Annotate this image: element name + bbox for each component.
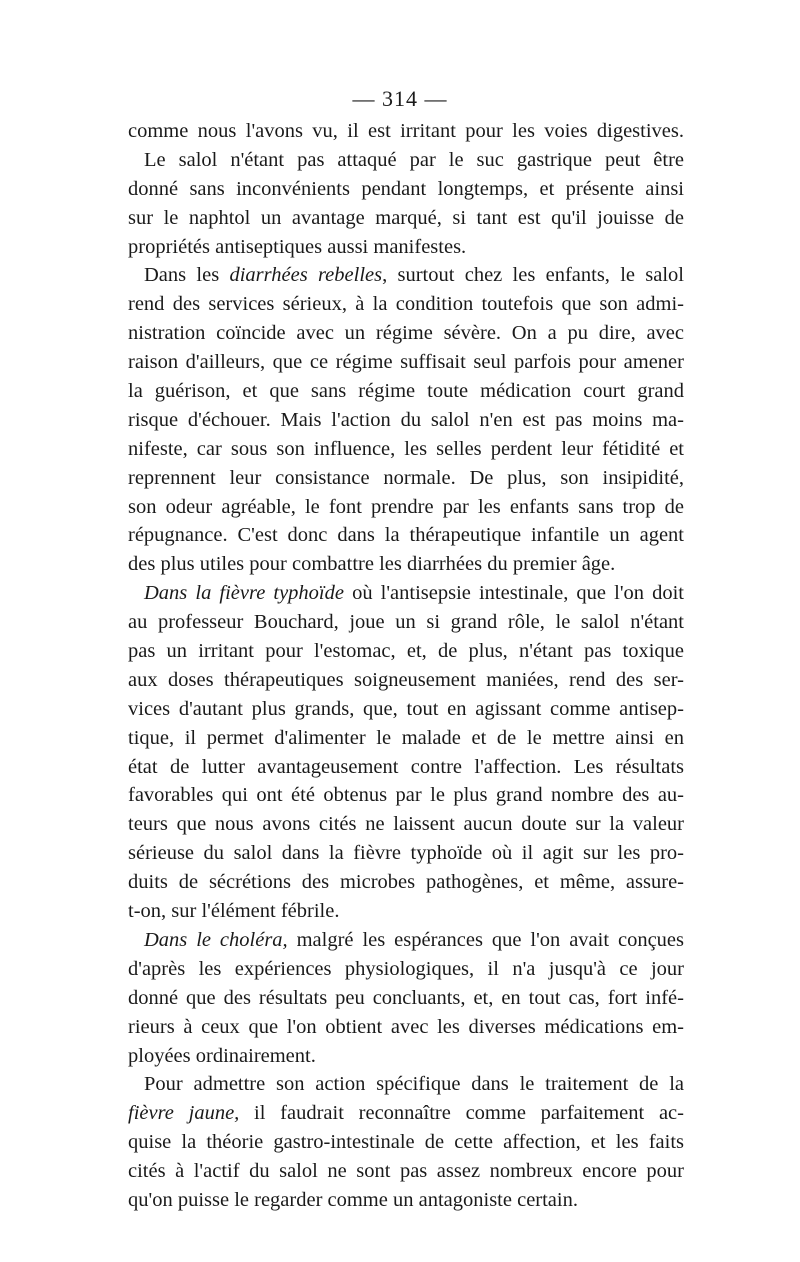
text-line: favorables qui ont été obtenus par le plus grand nombre des au- xyxy=(128,784,684,807)
text-line: vices d'autant plus grands, que, tout en agissant comme antisep- xyxy=(128,697,684,720)
text-line: risque d'échouer. Mais l'action du salol n'en est pas moins ma- xyxy=(128,408,684,431)
text-line: donné sans inconvénients pendant longtemps, et présente ainsi xyxy=(128,177,684,200)
text-line: sur le naphtol un avantage marqué, si tant est qu'il jouisse de xyxy=(128,206,684,229)
italic-phrase: fièvre jaune, xyxy=(128,1102,240,1125)
text-line: la guérison, et que sans régime toute médication court grand xyxy=(128,380,684,403)
text-line: comme nous l'avons vu, il est irritant pour les voies digestives. xyxy=(128,120,684,142)
text-line: Dans les diarrhées rebelles, surtout chez les enfants, le salol xyxy=(144,264,684,287)
text-line: nistration coïncide avec un régime sévère. On a pu dire, avec xyxy=(128,322,684,345)
text-line: au professeur Bouchard, joue un si grand rôle, le salol n'étant xyxy=(128,611,684,634)
text-line: tique, il permet d'alimenter le malade et de le mettre ainsi en xyxy=(128,726,684,749)
text-line: duits de sécrétions des microbes pathogènes, et même, assure- xyxy=(128,871,684,894)
text-line: Dans la fièvre typhoïde où l'antisepsie intestinale, que l'on doit xyxy=(144,582,684,605)
italic-phrase: Dans le choléra, xyxy=(144,928,288,951)
text-line: d'après les expériences physiologiques, il n'a jusqu'à ce jour xyxy=(128,957,684,980)
text-line: des plus utiles pour combattre les diarrhées du premier âge. xyxy=(128,553,616,576)
text-line: ployées ordinairement. xyxy=(128,1044,316,1067)
text-line: donné que des résultats peu concluants, et, en tout cas, fort infé- xyxy=(128,986,684,1009)
text-line: fièvre jaune, il faudrait reconnaître comme parfaitement ac- xyxy=(128,1102,684,1125)
body-text xyxy=(128,117,684,1215)
italic-phrase: Dans la fièvre typhoïde xyxy=(144,582,344,605)
text-line: état de lutter avantageusement contre l'affection. Les résultats xyxy=(128,755,684,778)
text-line: nifeste, car sous son influence, les selles perdent leur fétidité et xyxy=(128,437,684,460)
text-line: son odeur agréable, le font prendre par les enfants sans trop de xyxy=(128,495,684,518)
text-line: propriétés antiseptiques aussi manifestes. xyxy=(128,235,467,258)
text-line: qu'on puisse le regarder comme un antagoniste certain. xyxy=(128,1188,578,1211)
text-line: cités à l'actif du salol ne sont pas assez nombreux encore pour xyxy=(128,1160,684,1183)
text-line: quise la théorie gastro-intestinale de cette affection, et les faits xyxy=(128,1131,684,1154)
text-line: aux doses thérapeutiques soigneusement maniées, rend des ser- xyxy=(128,668,684,691)
text-line: sérieuse du salol dans la fièvre typhoïde où il agit sur les pro- xyxy=(128,842,684,865)
text-line: teurs que nous avons cités ne laissent aucun doute sur la valeur xyxy=(128,813,684,836)
text-line: raison d'ailleurs, que ce régime suffisait seul parfois pour amener xyxy=(128,351,684,374)
text-line: Le salol n'étant pas attaqué par le suc gastrique peut être xyxy=(144,148,684,171)
italic-phrase: diarrhées rebelles xyxy=(229,264,383,287)
text-line: reprennent leur consistance normale. De plus, son insipidité, xyxy=(128,466,684,489)
text-line: Pour admettre son action spécifique dans le traitement de la xyxy=(144,1073,684,1096)
text-line: t-on, sur l'élément fébrile. xyxy=(128,900,340,923)
text-line: rend des services sérieux, à la condition toutefois que son admi- xyxy=(128,293,684,316)
text-line: pas un irritant pour l'estomac, et, de plus, n'étant pas toxique xyxy=(128,640,684,663)
page-number: — 314 — xyxy=(352,86,448,111)
text-line: rieurs à ceux que l'on obtient avec les diverses médications em- xyxy=(128,1015,684,1038)
text-line: répugnance. C'est donc dans la thérapeutique infantile un agent xyxy=(128,524,684,547)
text-line: Dans le choléra, malgré les espérances que l'on avait conçues xyxy=(144,928,684,951)
